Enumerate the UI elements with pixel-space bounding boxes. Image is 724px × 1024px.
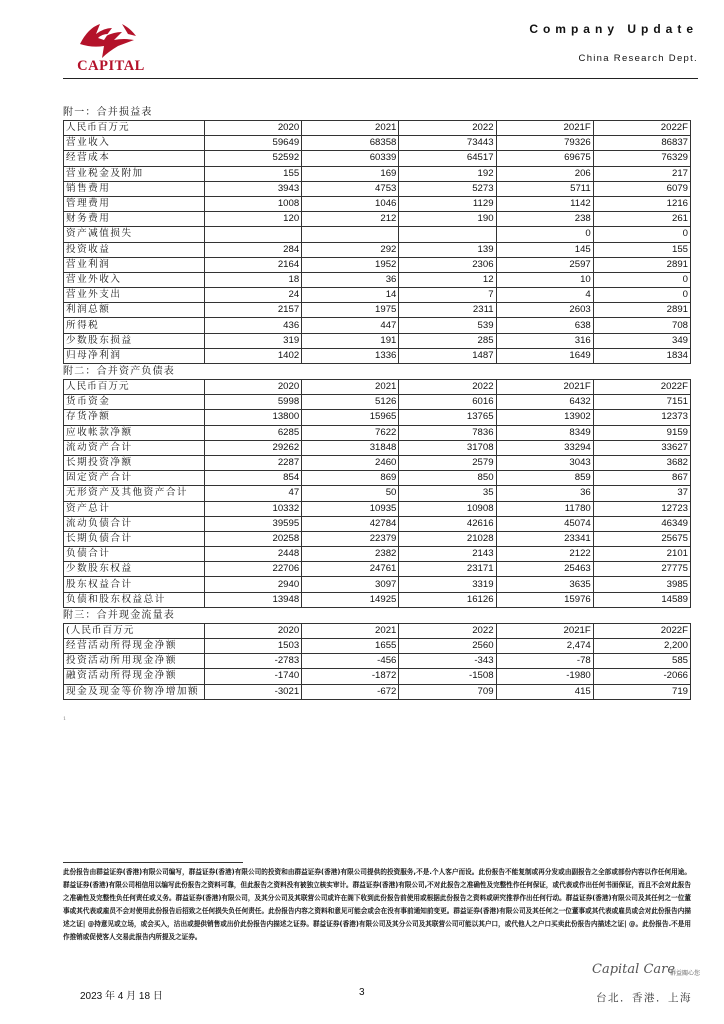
value-cell: 2101 — [593, 547, 690, 562]
table-row — [64, 531, 691, 546]
value-cell: 155 — [593, 242, 690, 257]
value-cell: 64517 — [399, 151, 496, 166]
row-label-cell: 固定资产合计 — [64, 471, 205, 486]
report-type-title: Company Update — [529, 22, 698, 36]
income-statement-table — [63, 120, 691, 364]
value-cell: 2306 — [399, 257, 496, 272]
row-label-cell: 利润总额 — [64, 303, 205, 318]
value-cell: 7836 — [399, 425, 496, 440]
office-cities: 台北．香港．上海 — [596, 992, 692, 1004]
table-row — [64, 257, 691, 272]
value-cell: 31708 — [399, 440, 496, 455]
value-cell: 6432 — [496, 395, 593, 410]
value-cell: 2,474 — [496, 639, 593, 654]
value-cell: 33627 — [593, 440, 690, 455]
value-cell: 14925 — [302, 592, 399, 607]
table-row — [64, 395, 691, 410]
value-cell: 31848 — [302, 440, 399, 455]
value-cell: 1655 — [302, 639, 399, 654]
value-cell: 2,200 — [593, 639, 690, 654]
value-cell: 2891 — [593, 303, 690, 318]
value-cell: 854 — [205, 471, 302, 486]
value-cell: 37 — [593, 486, 690, 501]
value-cell: 9159 — [593, 425, 690, 440]
value-cell: 20258 — [205, 531, 302, 546]
row-label-cell: 少数股东损益 — [64, 333, 205, 348]
table-row — [64, 196, 691, 211]
value-cell: 10908 — [399, 501, 496, 516]
value-cell: 6016 — [399, 395, 496, 410]
value-cell: 10935 — [302, 501, 399, 516]
value-cell: 1975 — [302, 303, 399, 318]
row-label-cell: 无形资产及其他资产合计 — [64, 486, 205, 501]
capital-care-tagline: 群益關心您 — [670, 970, 701, 977]
year-header-cell: 2021F — [496, 623, 593, 638]
value-cell: 3682 — [593, 455, 690, 470]
value-cell: 292 — [302, 242, 399, 257]
table-row — [64, 547, 691, 562]
value-cell: 1046 — [302, 196, 399, 211]
value-cell: 24 — [205, 288, 302, 303]
table-header-row — [64, 380, 691, 395]
value-cell: 7 — [399, 288, 496, 303]
value-cell: 6285 — [205, 425, 302, 440]
value-cell: 46349 — [593, 516, 690, 531]
value-cell: 5998 — [205, 395, 302, 410]
value-cell: 42616 — [399, 516, 496, 531]
value-cell — [399, 227, 496, 242]
table-row — [64, 654, 691, 669]
value-cell — [302, 227, 399, 242]
table-row — [64, 455, 691, 470]
table-row — [64, 562, 691, 577]
value-cell: 8349 — [496, 425, 593, 440]
year-header-cell: 2021F — [496, 380, 593, 395]
capital-care-logo — [592, 962, 702, 984]
value-cell: 24761 — [302, 562, 399, 577]
value-cell: 73443 — [399, 136, 496, 151]
table-row — [64, 684, 691, 699]
value-cell: 1129 — [399, 196, 496, 211]
table-row — [64, 440, 691, 455]
financial-tables — [63, 105, 691, 700]
value-cell: -672 — [302, 684, 399, 699]
header-divider — [63, 78, 698, 79]
year-header-cell: 2021 — [302, 623, 399, 638]
year-header-cell: 2020 — [205, 380, 302, 395]
value-cell: 27775 — [593, 562, 690, 577]
year-header-cell: 2022F — [593, 380, 690, 395]
value-cell: 15976 — [496, 592, 593, 607]
value-cell: 155 — [205, 166, 302, 181]
value-cell: 25675 — [593, 531, 690, 546]
value-cell: 5126 — [302, 395, 399, 410]
disclaimer-divider — [63, 862, 243, 863]
value-cell: 2143 — [399, 547, 496, 562]
row-label-cell: 归母净利润 — [64, 348, 205, 363]
year-header-cell: 2022F — [593, 623, 690, 638]
table-row — [64, 471, 691, 486]
table-header-row — [64, 623, 691, 638]
value-cell — [205, 227, 302, 242]
value-cell: 285 — [399, 333, 496, 348]
value-cell: 16126 — [399, 592, 496, 607]
value-cell: 145 — [496, 242, 593, 257]
value-cell: 2164 — [205, 257, 302, 272]
row-label-cell: 流动负债合计 — [64, 516, 205, 531]
value-cell: 12723 — [593, 501, 690, 516]
table-row — [64, 136, 691, 151]
value-cell: 33294 — [496, 440, 593, 455]
year-header-cell: 2022F — [593, 121, 690, 136]
row-label-cell: 经营活动所得现金净额 — [64, 639, 205, 654]
value-cell: -2066 — [593, 669, 690, 684]
value-cell: 415 — [496, 684, 593, 699]
value-cell: 212 — [302, 212, 399, 227]
table-header-row — [64, 121, 691, 136]
row-label-cell: 应收帐款净额 — [64, 425, 205, 440]
value-cell: -1508 — [399, 669, 496, 684]
value-cell: 708 — [593, 318, 690, 333]
value-cell: 59649 — [205, 136, 302, 151]
value-cell: 7151 — [593, 395, 690, 410]
row-label-cell: 资产减值损失 — [64, 227, 205, 242]
value-cell: 5711 — [496, 181, 593, 196]
value-cell: 319 — [205, 333, 302, 348]
value-cell: 869 — [302, 471, 399, 486]
value-cell: 25463 — [496, 562, 593, 577]
table-row — [64, 151, 691, 166]
table-row — [64, 242, 691, 257]
row-label-cell: 货币资金 — [64, 395, 205, 410]
value-cell: 191 — [302, 333, 399, 348]
value-cell: 1487 — [399, 348, 496, 363]
table-row — [64, 333, 691, 348]
value-cell: 2579 — [399, 455, 496, 470]
value-cell: 13948 — [205, 592, 302, 607]
value-cell: 11780 — [496, 501, 593, 516]
row-label-cell: 负债合计 — [64, 547, 205, 562]
value-cell: 36 — [496, 486, 593, 501]
value-cell: 3097 — [302, 577, 399, 592]
value-cell: 1142 — [496, 196, 593, 211]
footnote-mark: 1 — [63, 716, 67, 722]
table-row — [64, 592, 691, 607]
balance-sheet-title: 附二：合并资产负债表 — [63, 366, 175, 377]
row-label-cell: 营业外支出 — [64, 288, 205, 303]
page-number: 3 — [359, 987, 365, 998]
table-row — [64, 501, 691, 516]
value-cell: 12 — [399, 272, 496, 287]
report-date: 2023 年 4 月 18 日 — [80, 991, 163, 1002]
capital-care-script: Capital Care — [592, 962, 676, 977]
value-cell: -1872 — [302, 669, 399, 684]
value-cell: -456 — [302, 654, 399, 669]
value-cell: 867 — [593, 471, 690, 486]
value-cell: 14589 — [593, 592, 690, 607]
value-cell: 4 — [496, 288, 593, 303]
value-cell: 284 — [205, 242, 302, 257]
value-cell: 42784 — [302, 516, 399, 531]
value-cell: 2157 — [205, 303, 302, 318]
table-row — [64, 577, 691, 592]
value-cell: 1402 — [205, 348, 302, 363]
value-cell: 709 — [399, 684, 496, 699]
value-cell: 3943 — [205, 181, 302, 196]
year-header-cell: 2020 — [205, 623, 302, 638]
value-cell: 2597 — [496, 257, 593, 272]
value-cell: 3635 — [496, 577, 593, 592]
value-cell: 22706 — [205, 562, 302, 577]
value-cell: 1336 — [302, 348, 399, 363]
row-label-cell: 营业税金及附加 — [64, 166, 205, 181]
value-cell: 1952 — [302, 257, 399, 272]
table-row — [64, 181, 691, 196]
table-row — [64, 303, 691, 318]
value-cell: 15965 — [302, 410, 399, 425]
value-cell: 29262 — [205, 440, 302, 455]
value-cell: 217 — [593, 166, 690, 181]
bird-emblem-icon — [78, 22, 140, 60]
value-cell: 18 — [205, 272, 302, 287]
value-cell: 585 — [593, 654, 690, 669]
value-cell: 47 — [205, 486, 302, 501]
value-cell: 0 — [593, 272, 690, 287]
table-row — [64, 272, 691, 287]
row-label-cell: 股东权益合计 — [64, 577, 205, 592]
value-cell: -343 — [399, 654, 496, 669]
value-cell: 169 — [302, 166, 399, 181]
year-header-cell: 2022 — [399, 623, 496, 638]
value-cell: 2382 — [302, 547, 399, 562]
table-row — [64, 516, 691, 531]
unit-header-cell: (人民币百万元 — [64, 623, 205, 638]
value-cell: 261 — [593, 212, 690, 227]
value-cell: 436 — [205, 318, 302, 333]
value-cell: 1649 — [496, 348, 593, 363]
value-cell: 316 — [496, 333, 593, 348]
row-label-cell: 财务费用 — [64, 212, 205, 227]
row-label-cell: 投资活动所用现金净额 — [64, 654, 205, 669]
row-label-cell: 融资活动所得现金净额 — [64, 669, 205, 684]
table-row — [64, 410, 691, 425]
row-label-cell: 长期负债合计 — [64, 531, 205, 546]
value-cell: 4753 — [302, 181, 399, 196]
year-header-cell: 2021 — [302, 380, 399, 395]
row-label-cell: 投资收益 — [64, 242, 205, 257]
row-label-cell: 现金及现金等价物净增加额 — [64, 684, 205, 699]
row-label-cell: 资产总计 — [64, 501, 205, 516]
cashflow-statement-title: 附三：合并现金流量表 — [63, 609, 175, 621]
value-cell: -1740 — [205, 669, 302, 684]
table-row — [64, 486, 691, 501]
year-header-cell: 2022 — [399, 121, 496, 136]
value-cell: 2122 — [496, 547, 593, 562]
value-cell: 50 — [302, 486, 399, 501]
value-cell: 60339 — [302, 151, 399, 166]
year-header-cell: 2021 — [302, 121, 399, 136]
row-label-cell: 营业利润 — [64, 257, 205, 272]
value-cell: 638 — [496, 318, 593, 333]
value-cell: 3985 — [593, 577, 690, 592]
row-label-cell: 长期投资净额 — [64, 455, 205, 470]
value-cell: 1834 — [593, 348, 690, 363]
value-cell: 13800 — [205, 410, 302, 425]
value-cell: 21028 — [399, 531, 496, 546]
value-cell: 192 — [399, 166, 496, 181]
logo-wordmark: CAPITAL — [77, 58, 145, 74]
value-cell: 35 — [399, 486, 496, 501]
row-label-cell: 管理费用 — [64, 196, 205, 211]
capital-logo — [66, 22, 156, 74]
cashflow-statement-table — [63, 623, 691, 700]
value-cell: -3021 — [205, 684, 302, 699]
value-cell: 0 — [496, 227, 593, 242]
value-cell: 79326 — [496, 136, 593, 151]
value-cell: 120 — [205, 212, 302, 227]
value-cell: 2560 — [399, 639, 496, 654]
value-cell: 0 — [593, 227, 690, 242]
value-cell: 14 — [302, 288, 399, 303]
row-label-cell: 流动资产合计 — [64, 440, 205, 455]
value-cell: 23341 — [496, 531, 593, 546]
department-label: China Research Dept. — [578, 53, 698, 64]
value-cell: 6079 — [593, 181, 690, 196]
value-cell: 447 — [302, 318, 399, 333]
value-cell: 3319 — [399, 577, 496, 592]
value-cell: -78 — [496, 654, 593, 669]
value-cell: 139 — [399, 242, 496, 257]
table-row — [64, 227, 691, 242]
table-row — [64, 212, 691, 227]
value-cell: 76329 — [593, 151, 690, 166]
value-cell: 719 — [593, 684, 690, 699]
table-row — [64, 669, 691, 684]
value-cell: 2603 — [496, 303, 593, 318]
table-row — [64, 348, 691, 363]
row-label-cell: 经营成本 — [64, 151, 205, 166]
value-cell: 69675 — [496, 151, 593, 166]
value-cell: 190 — [399, 212, 496, 227]
value-cell: 7622 — [302, 425, 399, 440]
value-cell: 2891 — [593, 257, 690, 272]
value-cell: 23171 — [399, 562, 496, 577]
table-row — [64, 288, 691, 303]
value-cell: 12373 — [593, 410, 690, 425]
value-cell: -2783 — [205, 654, 302, 669]
balance-sheet-table — [63, 379, 691, 608]
value-cell: 52592 — [205, 151, 302, 166]
row-label-cell: 销售费用 — [64, 181, 205, 196]
value-cell: 86837 — [593, 136, 690, 151]
value-cell: 13765 — [399, 410, 496, 425]
disclaimer-text: 此份报告由群益证券(香港)有限公司编写，群益证券(香港)有限公司的投资和由群益证券(香港)有限公司提供的投资服务,不是.个人客户而设。此份报告不能复制或再分发或由副报告之全部或部份内容以作任何用途。群益证券(香港)有限公司相信用以编写此份报告之资料可靠，但此报告之资料没有被独立核实审计。群益证券(香港)有限公司,不对此报告之准确性及完整性作任何保证，或代表或作出任何书面保证，而且不会对此报告之准确性及完整性负任何责任或义务。群益证券(香港)有限公司，及其分公司及其联营公司或许在阁下收到此份报告前使用或根据此份报告之资料或研究推荐作出任何行动。群益证券(香港)有限公司及其任何之一位董事或其代表或雇员不会对使用此份报告后招致之任何损失负任何责任。此份报告内容之资料和意见可能会或会在没有事前通知前变更。群益证券(香港)有限公司及其任何之一位董事或其代表或雇员或会对此份报告内描述之证| @持意见或立场，或会买入，沽出或提供销售或出价此份报告内描述之证券。群益证券(香港)有限公司及其分公司及其联营公司可能以其户口，或代他人之户口买卖此份报告内描述之证| @。此份报告.不是用作推销或促使客人交易此报告内所提及之证券。 — [63, 868, 691, 941]
value-cell: 1503 — [205, 639, 302, 654]
value-cell: 1008 — [205, 196, 302, 211]
value-cell: 39595 — [205, 516, 302, 531]
row-label-cell: 所得税 — [64, 318, 205, 333]
value-cell: 10332 — [205, 501, 302, 516]
value-cell: 0 — [593, 288, 690, 303]
value-cell: 2460 — [302, 455, 399, 470]
value-cell: 859 — [496, 471, 593, 486]
value-cell: 13902 — [496, 410, 593, 425]
table-row — [64, 425, 691, 440]
row-label-cell: 营业外收入 — [64, 272, 205, 287]
table-row — [64, 318, 691, 333]
table-row — [64, 166, 691, 181]
value-cell: 850 — [399, 471, 496, 486]
value-cell: 22379 — [302, 531, 399, 546]
value-cell: 206 — [496, 166, 593, 181]
value-cell: 2311 — [399, 303, 496, 318]
table-row — [64, 639, 691, 654]
value-cell: 36 — [302, 272, 399, 287]
value-cell: 2287 — [205, 455, 302, 470]
row-label-cell: 少数股东权益 — [64, 562, 205, 577]
income-statement-title: 附一：合并损益表 — [63, 107, 153, 118]
value-cell: -1980 — [496, 669, 593, 684]
value-cell: 5273 — [399, 181, 496, 196]
row-label-cell: 负债和股东权益总计 — [64, 592, 205, 607]
year-header-cell: 2021F — [496, 121, 593, 136]
value-cell: 10 — [496, 272, 593, 287]
value-cell: 2940 — [205, 577, 302, 592]
row-label-cell: 营业收入 — [64, 136, 205, 151]
value-cell: 3043 — [496, 455, 593, 470]
year-header-cell: 2022 — [399, 380, 496, 395]
value-cell: 238 — [496, 212, 593, 227]
unit-header-cell: 人民币百万元 — [64, 121, 205, 136]
value-cell: 2448 — [205, 547, 302, 562]
year-header-cell: 2020 — [205, 121, 302, 136]
row-label-cell: 存货净额 — [64, 410, 205, 425]
value-cell: 539 — [399, 318, 496, 333]
value-cell: 45074 — [496, 516, 593, 531]
value-cell: 68358 — [302, 136, 399, 151]
unit-header-cell: 人民币百万元 — [64, 380, 205, 395]
value-cell: 349 — [593, 333, 690, 348]
value-cell: 1216 — [593, 196, 690, 211]
